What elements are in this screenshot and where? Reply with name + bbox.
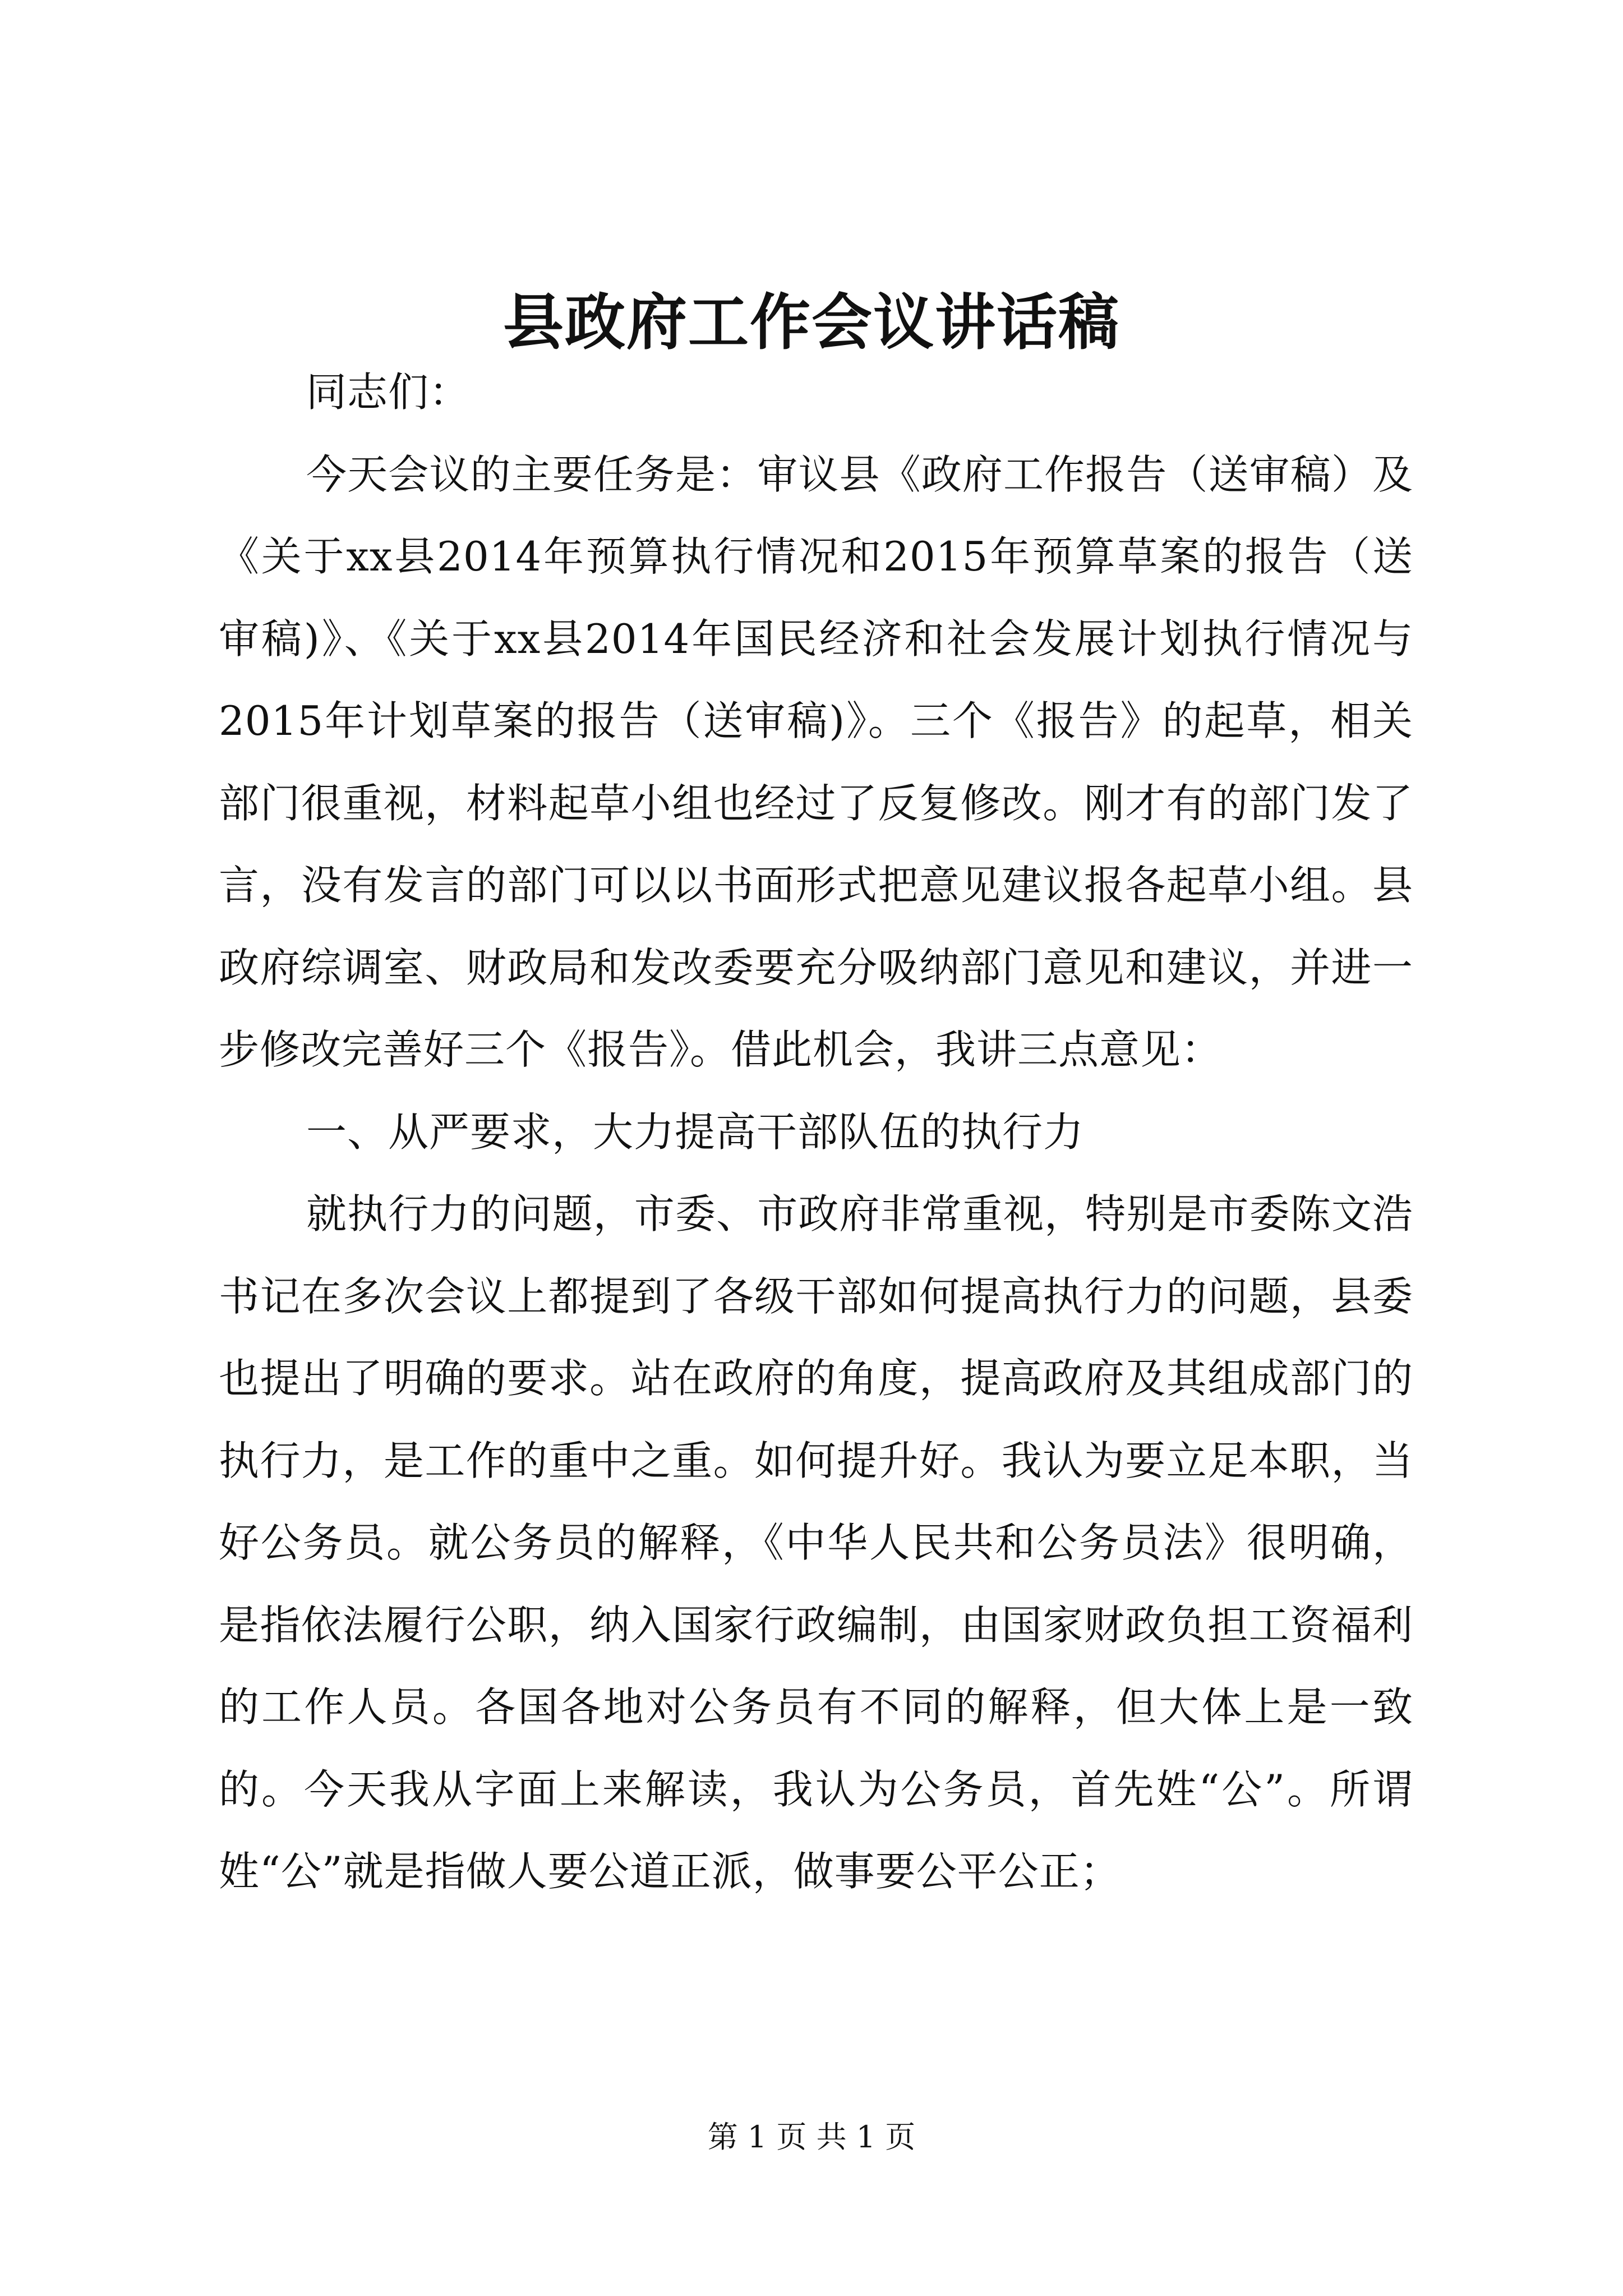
document-title: 县政府工作会议讲话稿 <box>502 287 1120 358</box>
page-footer: 第 1 页 共 1 页 <box>707 2119 916 2155</box>
paragraph-section-heading: 一、从严要求，大力提高干部队伍的执行力 <box>306 1108 1085 1156</box>
paragraph-intro: 今天会议的主要任务是：审议县《政府工作报告（送审稿）及《关于xx县2014年预算执行情况和2015年预算草案的报告（送审稿)》、《关于xx县2014年国民经济和社会发展计划执行情况与2015年计划草案的报告（送审稿)》。三个《报告》的起草，相关部门很重视，材料起草小组也经过了反复修改。刚才有的部门发了言，没有发言的部门可以以书面形式把意见建议报各起草小组。县政府综调室、财政局和发改委要充分吸纳部门意见和建议，并进一步修改完善好三个《报告》。借此机会，我讲三点意见： <box>219 450 1413 1073</box>
document-body <box>219 351 1413 1913</box>
paragraph-salutation: 同志们： <box>306 369 471 416</box>
paragraph-execution: 就执行力的问题，市委、市政府非常重视，特别是市委陈文浩书记在多次会议上都提到了各级干部如何提高执行力的问题，县委也提出了明确的要求。站在政府的角度，提高政府及其组成部门的执行力，是工作的重中之重。如何提升好。我认为要立足本职，当好公务员。就公务员的解释，《中华人民共和公务员法》很明确，是指依法履行公职，纳入国家行政编制，由国家财政负担工资福利的工作人员。各国各地对公务员有不同的解释，但大体上是一致的。今天我从字面上来解读，我认为公务员，首先姓“公”。所谓姓“公”就是指做人要公道正派，做事要公平公正； <box>219 1190 1413 1895</box>
